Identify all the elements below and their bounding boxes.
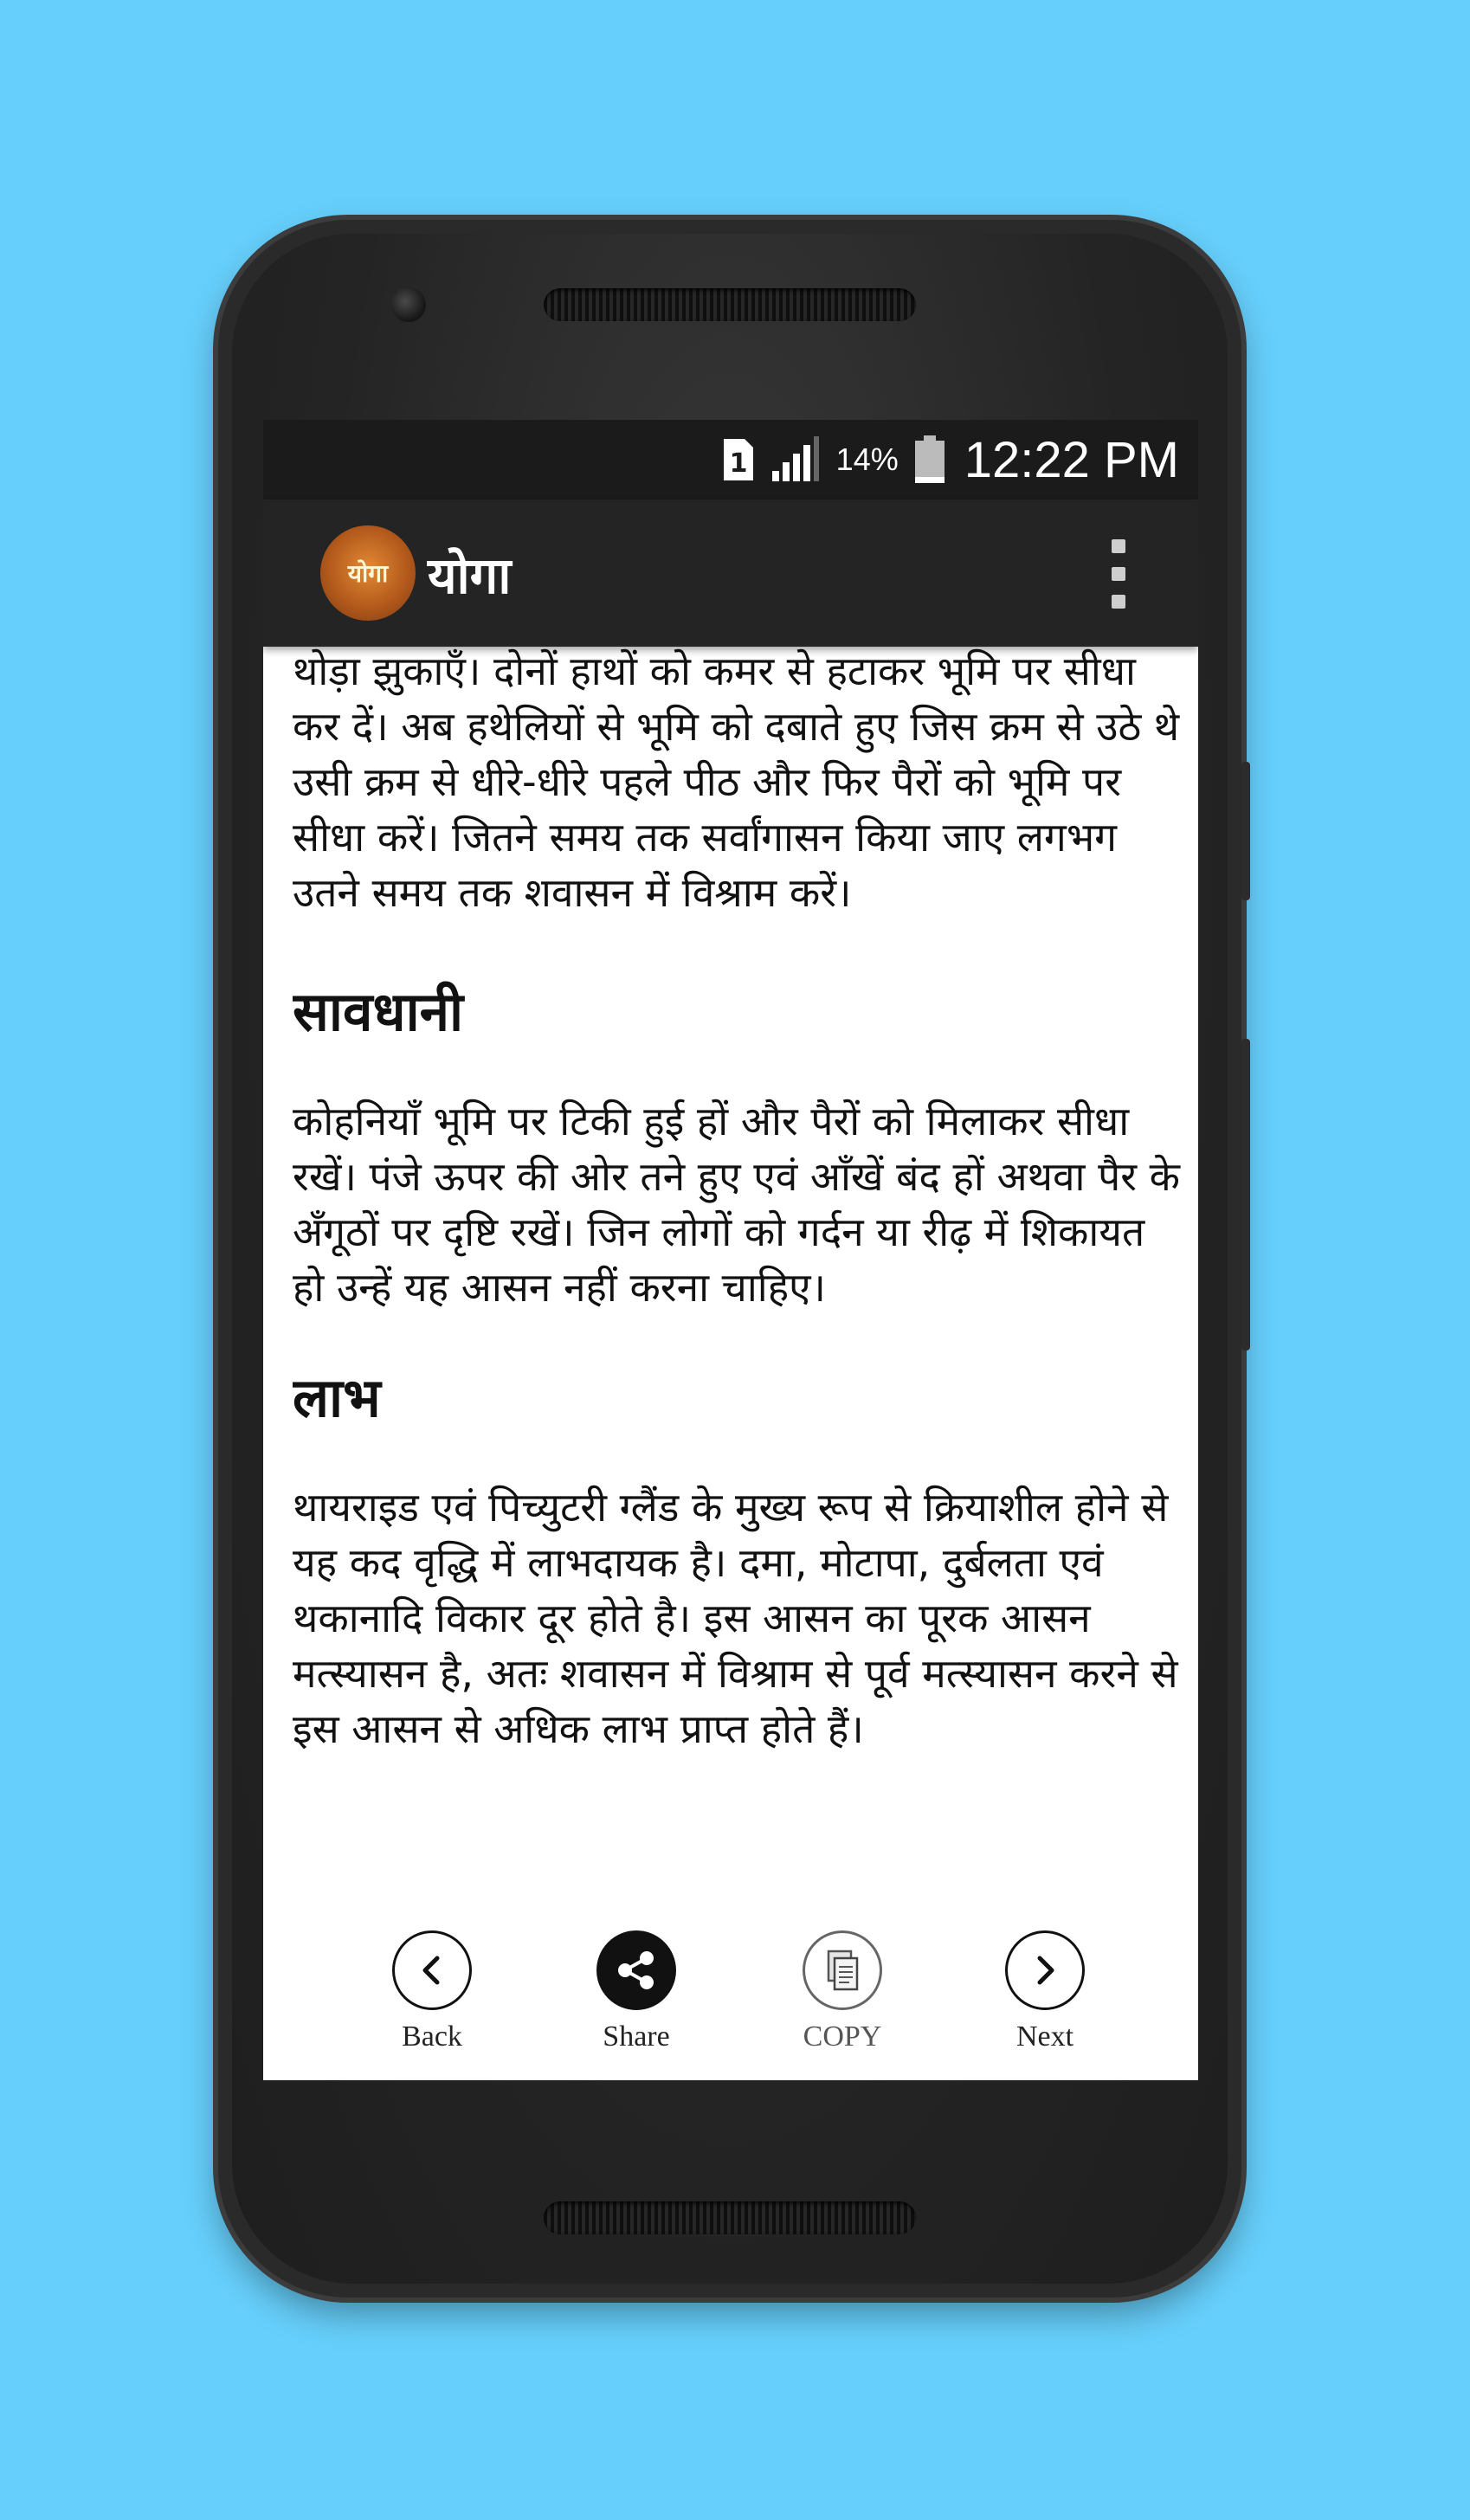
back-label: Back: [402, 2021, 462, 2053]
app-logo-text: योगा: [347, 559, 389, 588]
power-button: [1241, 762, 1250, 900]
front-camera: [391, 287, 426, 322]
sim-icon: [722, 437, 755, 482]
back-button[interactable]: [371, 1930, 493, 2053]
app-logo[interactable]: [320, 525, 416, 621]
battery-icon: [914, 435, 945, 484]
article-content: [293, 643, 1184, 1905]
share-icon: [596, 1930, 676, 2010]
status-bar: [263, 420, 1198, 499]
share-label: Share: [603, 2021, 670, 2053]
top-speaker: [544, 288, 916, 321]
app-bar: [263, 499, 1198, 647]
chevron-left-icon: [392, 1930, 472, 2010]
overflow-menu-icon[interactable]: [1101, 539, 1136, 609]
bottom-speaker: [544, 2201, 916, 2234]
battery-percent: 14%: [835, 441, 899, 477]
copy-icon: [803, 1930, 882, 2010]
next-label: Next: [1015, 2021, 1074, 2053]
sim-number: 1: [729, 448, 748, 479]
chevron-right-icon: [1005, 1930, 1085, 2010]
share-button[interactable]: [576, 1930, 697, 2053]
bottom-action-bar: [263, 1930, 1198, 2080]
copy-button[interactable]: [782, 1930, 903, 2053]
precaution-paragraph: कोहनियाँ भूमि पर टिकी हुई हों और पैरों को मिलाकर सीधा रखें। पंजे ऊपर की ओर तने हुए एवं आँखें बंद हों अथवा पैर के अँगूठों पर दृष्टि रखें। जिन लोगों को गर्दन या रीढ़ में शिकायत हो उन्हें यह आसन नहीं करना चाहिए।: [293, 1098, 1180, 1311]
status-time: 12:22 PM: [964, 431, 1179, 488]
precaution-heading: सावधानी: [293, 980, 464, 1043]
copy-label: COPY: [803, 2021, 882, 2053]
volume-button: [1241, 1039, 1250, 1350]
next-button[interactable]: [984, 1930, 1106, 2053]
intro-paragraph: थोड़ा झुकाएँ। दोनों हाथों को कमर से हटाकर भूमि पर सीधा कर दें। अब हथेलियों से भूमि को दबाते हुए जिस क्रम से उठे थे उसी क्रम से धीरे-धीरे पहले पीठ और फिर पैरों को भूमि पर सीधा करें। जितने समय तक सर्वांगासन किया जाए लगभग उतने समय तक शवासन में विश्राम करें।: [293, 648, 1180, 916]
benefit-heading: लाभ: [293, 1366, 381, 1429]
signal-icon: [770, 436, 821, 483]
screen: [263, 420, 1198, 2080]
benefit-paragraph: थायराइड एवं पिच्युटरी ग्लैंड के मुख्य रूप से क्रियाशील होने से यह कद वृद्धि में लाभदायक है। दमा, मोटापा, दुर्बलता एवं थकानादि विकार दूर होते है। इस आसन का पूरक आसन मत्स्यासन है, अतः शवासन में विश्राम से पूर्व मत्स्यासन करने से इस आसन से अधिक लाभ प्राप्त होते हैं।: [293, 1484, 1178, 1752]
app-title: योगा: [428, 545, 512, 605]
